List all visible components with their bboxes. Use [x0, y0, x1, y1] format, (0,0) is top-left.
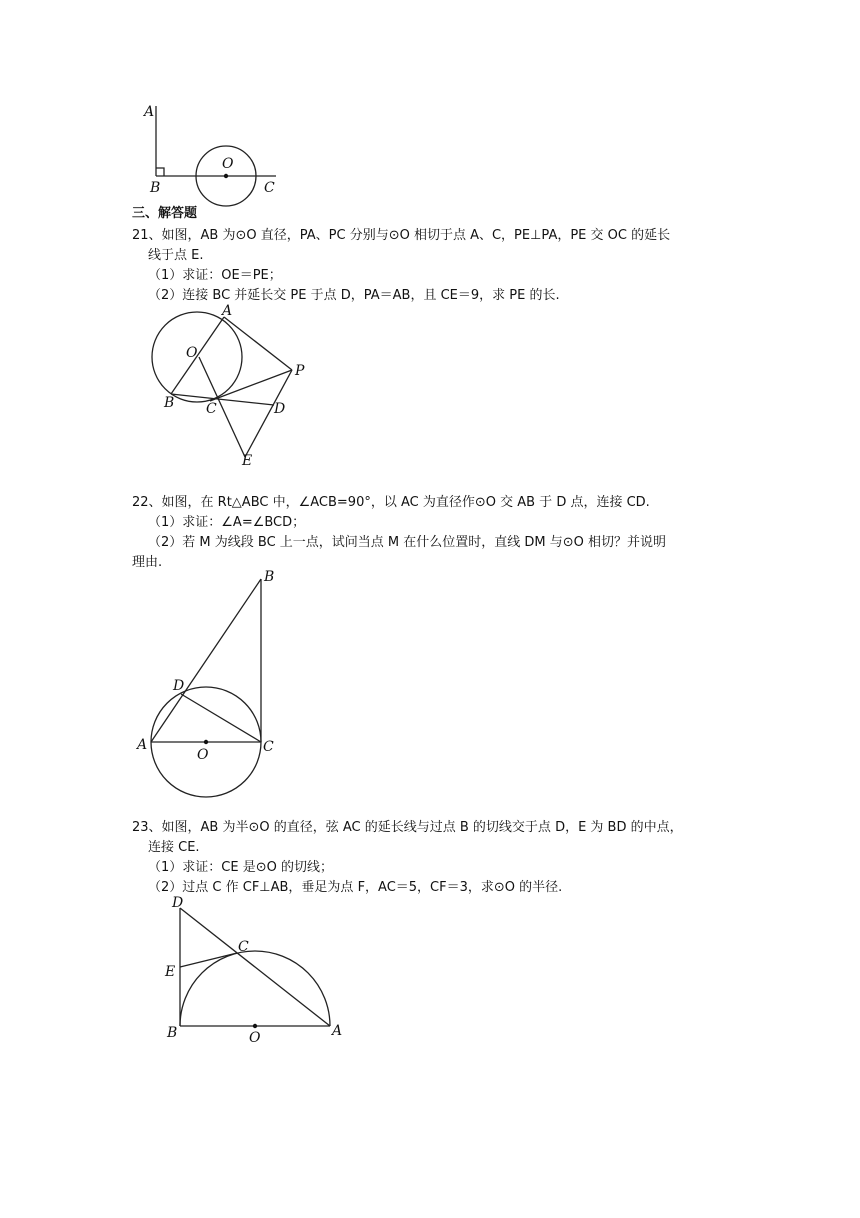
center-o — [204, 740, 208, 744]
figure-top — [140, 98, 290, 198]
label-c: C — [238, 939, 249, 955]
label-o: O — [197, 747, 209, 763]
figure-q22 — [135, 565, 285, 800]
q22-part2-line2: 理由. — [132, 555, 163, 570]
label-a: A — [332, 1023, 343, 1039]
label-c: C — [264, 180, 275, 196]
q22-line1: 22、如图，在 Rt△ABC 中，∠ACB=90°，以 AC 为直径作⊙O 交 AB 于 D 点，连接 CD. — [132, 495, 650, 510]
q21-line2: 线于点 E. — [148, 248, 204, 263]
label-o: O — [186, 345, 198, 361]
figure-q21 — [150, 305, 320, 470]
label-o: O — [222, 156, 234, 172]
center-o — [224, 174, 228, 178]
label-p: P — [295, 363, 305, 379]
label-d: D — [274, 401, 286, 417]
label-e: E — [242, 453, 253, 469]
q23-part1: （1）求证：CE 是⊙O 的切线； — [148, 860, 333, 875]
q23-line1: 23、如图，AB 为半⊙O 的直径，弦 AC 的延长线与过点 B 的切线交于点 D，E 为 BD 的中点， — [132, 820, 683, 835]
q21-line1: 21、如图，AB 为⊙O 直径，PA、PC 分别与⊙O 相切于点 A、C，PE⊥PA，PE 交 OC 的延长 — [132, 228, 671, 243]
label-e: E — [165, 964, 176, 980]
segment-cd — [181, 694, 261, 742]
label-c: C — [263, 739, 274, 755]
q22-part2-line1: （2）若 M 为线段 BC 上一点，试问当点 M 在什么位置时，直线 DM 与⊙O 相切？并说明 — [148, 535, 667, 550]
section-title: 三、解答题 — [132, 206, 198, 221]
diameter-ab — [171, 317, 224, 394]
segment-ce — [180, 953, 237, 967]
label-c: C — [206, 401, 217, 417]
center-o — [253, 1024, 257, 1028]
right-angle-mark — [156, 168, 164, 176]
segment-ad — [180, 908, 330, 1026]
label-d: D — [172, 895, 184, 911]
segment-ab — [151, 579, 261, 742]
label-b: B — [167, 1025, 178, 1041]
q21-part2: （2）连接 BC 并延长交 PE 于点 D，PA＝AB，且 CE＝9，求 PE 的长. — [148, 288, 560, 303]
label-b: B — [264, 569, 275, 585]
label-b: B — [150, 180, 161, 196]
q21-part1: （1）求证：OE＝PE； — [148, 268, 282, 283]
tangent-pc — [210, 370, 292, 401]
semicircle-o — [180, 951, 330, 1026]
label-a: A — [137, 737, 148, 753]
label-a: A — [144, 104, 155, 120]
q23-part2: （2）过点 C 作 CF⊥AB，垂足为点 F，AC＝5，CF＝3，求⊙O 的半径. — [148, 880, 563, 895]
q22-part1: （1）求证：∠A=∠BCD； — [148, 515, 306, 530]
tangent-pa — [224, 317, 292, 370]
label-a: A — [222, 303, 233, 319]
q23-line2: 连接 CE. — [148, 840, 200, 855]
label-d: D — [173, 678, 185, 694]
label-o: O — [249, 1030, 261, 1046]
label-b: B — [164, 395, 175, 411]
figure-q23 — [160, 893, 355, 1046]
